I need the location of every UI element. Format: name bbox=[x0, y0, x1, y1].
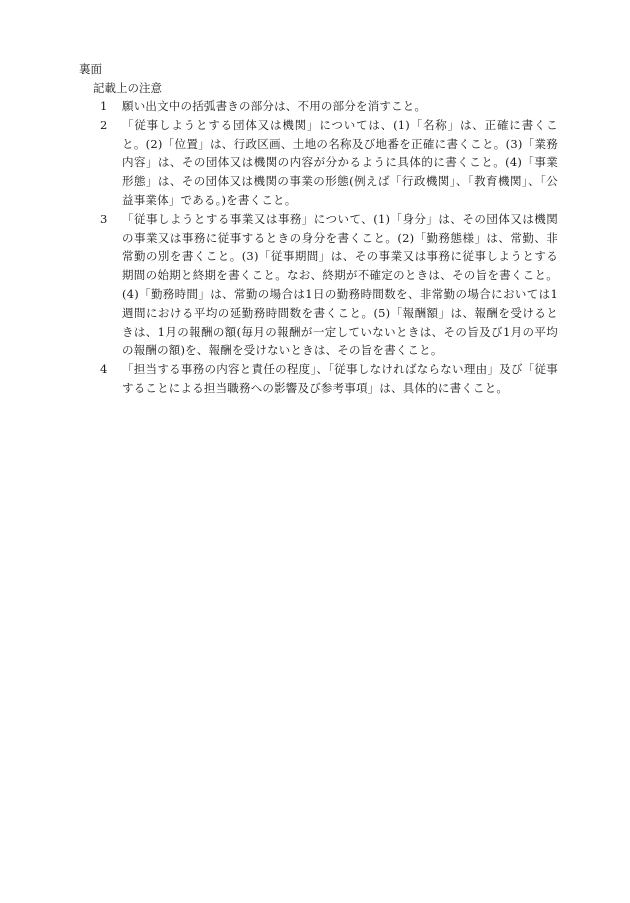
note-text: 願い出文中の括弧書きの部分は、不用の部分を消すこと。 bbox=[122, 99, 427, 113]
note-item bbox=[100, 97, 558, 116]
notes-heading: 記載上の注意 bbox=[93, 81, 162, 95]
note-text: 「従事しようとする団体又は機関」については、(1)「名称」は、正確に書くこと。(2)「位置」は、行政区画、土地の名称及び地番を正確に書くこと。(3)「業務内容」は、その団体又は機関の内容が分かるように具体的に書くこと。(4)「事業形態」は、その団体又は機関の事業の形態(例えば「行政機関」、「教育機関」、「公益事業体」である。)を書くこと。 bbox=[122, 117, 558, 207]
note-number: 3 bbox=[100, 211, 108, 226]
notes-list bbox=[100, 97, 558, 398]
note-item bbox=[100, 116, 558, 210]
note-text: 「従事しようとする事業又は事務」について、(1)「身分」は、その団体又は機関の事業又は事務に従事するときの身分を書くこと。(2)「勤務態様」は、常勤、非常勤の別を書くこと。(3)「従事期間」は、その事業又は事務に従事しようとする期間の始期と終期を書くこと。なお、終期が不確定のときは、その旨を書くこと。(4)「勤務時間」は、常勤の場合は1日の勤務時間数を、非常勤の場合においては1週間における平均の延勤務時間数を書くこと。(5)「報酬額」は、報酬を受けるときは、1月の報酬の額(毎月の報酬が一定していないときは、その旨及び1月の平均の報酬の額)を、報酬を受けないときは、その旨を書くこと。 bbox=[122, 211, 558, 358]
note-number: 4 bbox=[100, 362, 108, 377]
note-item bbox=[100, 360, 558, 398]
note-text: 「担当する事務の内容と責任の程度」、「従事しなければならない理由」及び「従事することによる担当職務への影響及び参考事項」は、具体的に書くこと。 bbox=[122, 362, 558, 395]
page-heading: 裏面 bbox=[79, 62, 102, 76]
note-number: 2 bbox=[100, 117, 108, 132]
note-number: 1 bbox=[100, 99, 108, 113]
note-item bbox=[100, 210, 558, 360]
